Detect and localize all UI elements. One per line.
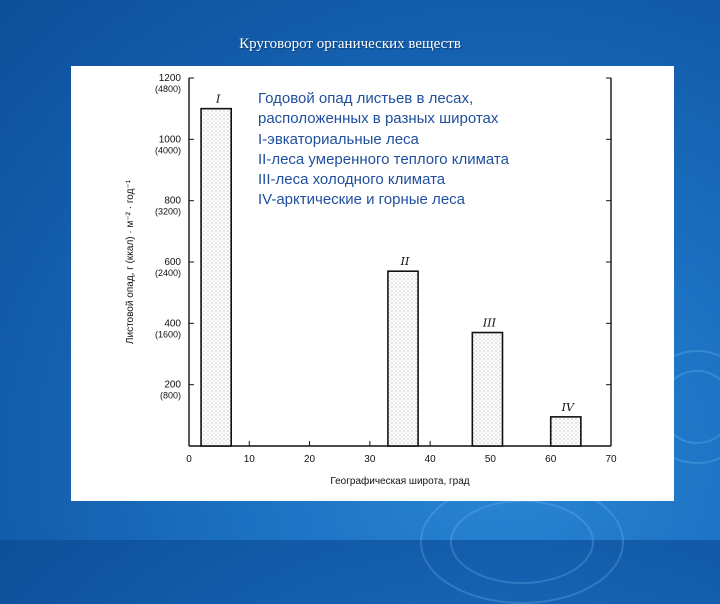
bar-II	[388, 271, 418, 446]
y-tick-label: 800	[164, 195, 181, 207]
y-tick-sublabel: (3200)	[154, 206, 181, 217]
x-tick-label: 40	[424, 454, 436, 465]
y-tick-sublabel: (1600)	[154, 329, 181, 340]
y-tick-sublabel: (4800)	[154, 84, 181, 94]
background-ripple	[450, 500, 594, 584]
chart-annotation	[258, 89, 588, 211]
slide-title: Круговорот органических веществ	[239, 36, 461, 52]
y-axis-title: Листовой опад, г (ккал) · м⁻² · год⁻¹	[125, 179, 136, 345]
y-tick-sublabel: (2400)	[154, 268, 181, 278]
y-tick-label: 1000	[158, 134, 181, 146]
chart-panel	[71, 66, 674, 501]
x-tick-label: 10	[243, 454, 255, 465]
y-tick-label: 400	[164, 318, 181, 330]
y-tick-sublabel: (4000)	[154, 145, 181, 156]
y-tick-label: 1200	[158, 73, 181, 84]
bar-label-I: I	[215, 92, 221, 106]
annotation-line: Годовой опад листьев в лесах,	[258, 90, 474, 107]
x-tick-label: 60	[545, 454, 557, 465]
annotation-line: I-эвкаториальные леса	[258, 130, 419, 148]
annotation-line: III-леса холодного климата	[258, 171, 446, 189]
y-tick-label: 600	[164, 257, 181, 268]
annotation-line: расположенных в разных широтах	[258, 110, 499, 128]
x-tick-label: 0	[186, 454, 192, 465]
y-tick-sublabel: (800)	[159, 390, 181, 401]
x-tick-label: 30	[364, 454, 376, 465]
bar-IV	[551, 417, 581, 446]
x-tick-label: 50	[484, 454, 496, 465]
annotation-line: II-леса умеренного теплого климата	[258, 150, 509, 168]
annotation-line: IV-арктические и горные леса	[258, 191, 465, 209]
bar-label-III: III	[482, 316, 496, 330]
x-tick-label: 70	[605, 454, 617, 465]
bar-I	[201, 109, 231, 446]
x-axis-title: Географическая широта, град	[330, 476, 470, 487]
bar-III	[472, 333, 502, 446]
y-tick-label: 200	[164, 379, 181, 391]
bar-label-IV: IV	[561, 400, 574, 414]
x-tick-label: 20	[304, 454, 316, 465]
bar-label-II: II	[400, 255, 410, 269]
